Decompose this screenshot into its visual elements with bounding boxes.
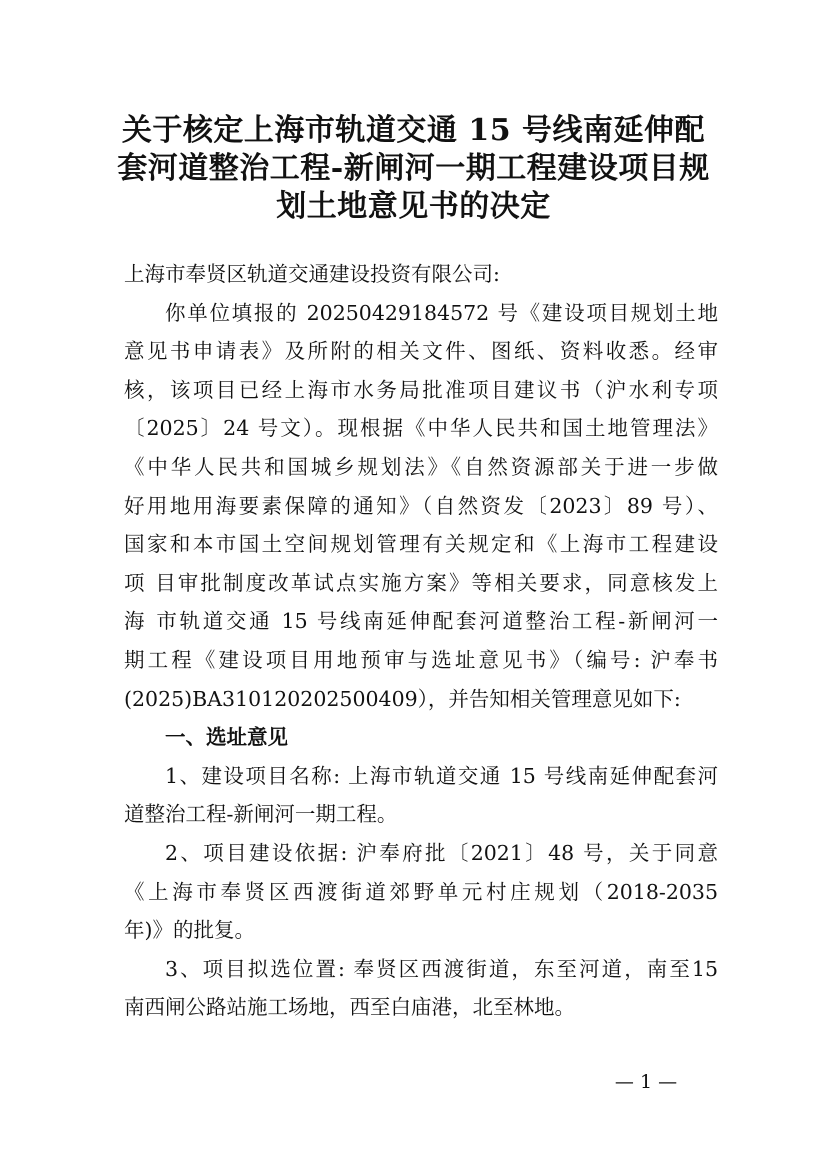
page-number: — 1 — [614,1071,678,1093]
title-line: 关于核定上海市轨道交通 15 号线南延伸配 [121,113,706,148]
intro-line: (2025)BA310120202500409），并告知相关管理意见如下: [124,686,681,711]
intro-line: 意见书申请表》及所附的相关文件、图纸、资料收悉。经审 [124,339,718,364]
intro-line: 项 目审批制度改革试点实施方案》等相关要求，同意核发上 [124,570,718,595]
item-line: 《上海市奉贤区西渡街道郊野单元村庄规划（2018-2035 [124,879,718,904]
intro-line: 《中华人民共和国城乡规划法》《自然资源部关于进一步做 [124,454,718,479]
section-heading: 一、选址意见 [165,725,288,750]
document-body [124,255,718,1027]
item-line: 2、项目建设依据: 沪奉府批〔2021〕48 号，关于同意 [165,840,718,865]
item-line: 道整治工程-新闸河一期工程。 [124,802,398,827]
intro-line: 〔2025〕24 号文）。现根据《中华人民共和国土地管理法》 [124,416,718,441]
item-line: 年)》的批复。 [124,918,255,943]
intro-line: 核，该项目已经上海市水务局批准项目建议书（沪水利专项 [124,377,718,402]
item-line: 南西闸公路站施工场地，西至白庙港，北至林地。 [124,995,575,1020]
title-line: 划土地意见书的决定 [276,189,551,224]
document-title [90,112,737,226]
intro-line: 国家和本市国土空间规划管理有关规定和《上海市工程建设 [124,532,718,557]
intro-line: 期工程《建设项目用地预审与选址意见书》（编号: 沪奉书 [124,647,718,672]
intro-line: 你单位填报的 20250429184572 号《建设项目规划土地 [165,300,718,325]
title-line: 套河道整治工程-新闸河一期工程建设项目规 [117,151,710,186]
item-line: 1、建设项目名称: 上海市轨道交通 15 号线南延伸配套河 [165,763,718,788]
intro-line: 海 市轨道交通 15 号线南延伸配套河道整治工程-新闸河一 [124,609,718,634]
item-line: 3、项目拟选位置: 奉贤区西渡街道，东至河道，南至15 [165,956,718,981]
addressee: 上海市奉贤区轨道交通建设投资有限公司: [124,262,500,286]
intro-line: 好用地用海要素保障的通知》（自然资发〔2023〕89 号）、 [124,493,718,518]
